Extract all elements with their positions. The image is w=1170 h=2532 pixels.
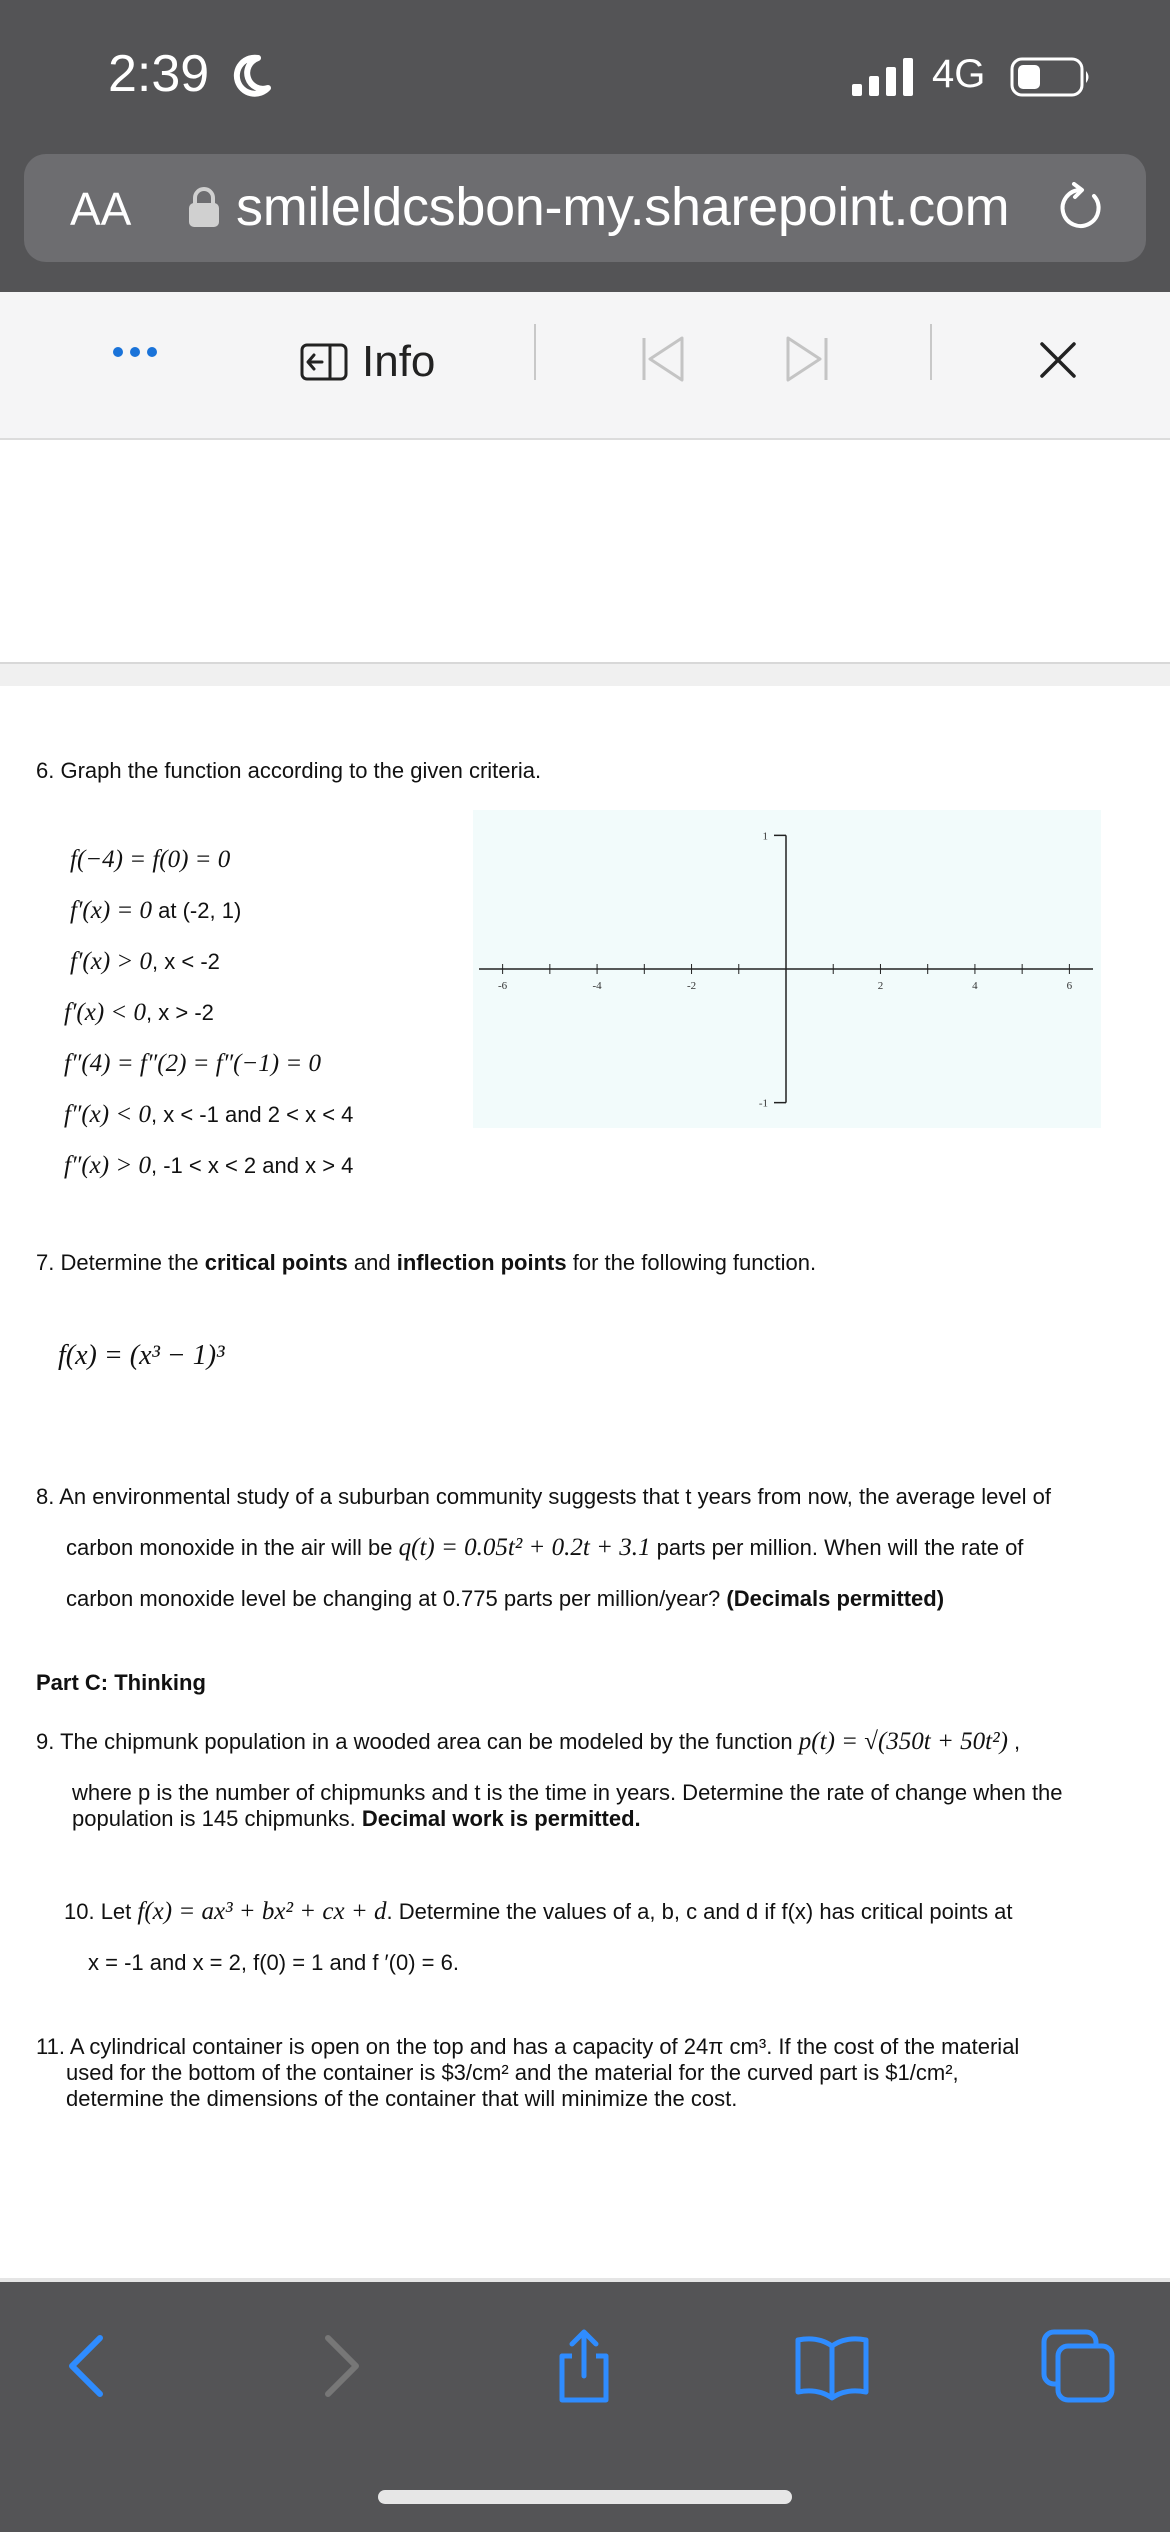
question-9-line-1: 9. The chipmunk population in a wooded area can be modeled by the function p(t) = √(350t + 50t²) , bbox=[36, 1728, 1021, 1755]
question-6: 6. Graph the function according to the given criteria. bbox=[36, 758, 542, 783]
question-10-line-1: 10. Let f(x) = ax³ + bx² + cx + d. Determine the values of a, b, c and d if f(x) has critical points at bbox=[64, 1898, 1013, 1925]
share-icon[interactable] bbox=[546, 2328, 622, 2404]
close-icon[interactable] bbox=[1038, 340, 1078, 380]
browser-chrome bbox=[0, 0, 1170, 292]
question-8-line-3: carbon monoxide level be changing at 0.775 parts per million/year? (Decimals permitted) bbox=[66, 1586, 945, 1611]
forward-icon[interactable] bbox=[302, 2328, 378, 2404]
url-text[interactable]: smileldcsbon-my.sharepoint.com bbox=[236, 177, 1010, 237]
question-9-line-2: where p is the number of chipmunks and t is the time in years. Determine the rate of change when the bbox=[72, 1780, 1063, 1805]
moon-icon bbox=[232, 54, 272, 98]
question-11-line-2: used for the bottom of the container is $3/cm² and the material for the curved part is $1/cm², bbox=[66, 2060, 959, 2085]
x-tick-label: -4 bbox=[592, 980, 602, 992]
bookmarks-icon[interactable] bbox=[794, 2328, 870, 2404]
q7-formula: f(x) = (x³ − 1)³ bbox=[58, 1340, 225, 1371]
question-8-line-2: carbon monoxide in the air will be q(t) = 0.05t² + 0.2t + 3.1 parts per million. When will the rate of bbox=[66, 1534, 1024, 1561]
criterion: f′(x) > 0, x < -2 bbox=[70, 948, 220, 975]
status-time: 2:39 bbox=[108, 45, 210, 103]
reader-options-button[interactable]: AA bbox=[70, 183, 132, 235]
network-type: 4G bbox=[932, 52, 986, 96]
viewer-toolbar bbox=[0, 292, 1170, 440]
document-page bbox=[0, 686, 1170, 2266]
info-button[interactable] bbox=[300, 332, 435, 392]
page-separator bbox=[0, 662, 1170, 686]
battery-icon bbox=[1010, 57, 1092, 97]
criterion: f″(x) > 0, -1 < x < 2 and x > 4 bbox=[64, 1152, 354, 1179]
y-tick-label: 1 bbox=[762, 830, 768, 843]
criterion: f″(x) < 0, x < -1 and 2 < x < 4 bbox=[64, 1101, 354, 1128]
x-tick-label: -6 bbox=[498, 980, 508, 992]
question-8-line-1: 8. An environmental study of a suburban community suggests that t years from now, the average level of bbox=[36, 1484, 1051, 1509]
blank-graph-grid bbox=[473, 810, 1101, 1128]
part-c-heading: Part C: Thinking bbox=[36, 1670, 206, 1695]
back-icon[interactable] bbox=[50, 2328, 126, 2404]
reload-icon[interactable] bbox=[1054, 182, 1106, 234]
last-page-icon[interactable] bbox=[784, 334, 830, 384]
toolbar-divider bbox=[534, 324, 536, 380]
criterion: f(−4) = f(0) = 0 bbox=[70, 846, 231, 873]
first-page-icon[interactable] bbox=[640, 334, 686, 384]
info-panel-icon bbox=[300, 343, 348, 381]
question-11-line-3: determine the dimensions of the container that will minimize the cost. bbox=[66, 2086, 738, 2111]
tabs-icon[interactable] bbox=[1040, 2328, 1116, 2404]
y-tick-label: -1 bbox=[758, 1097, 768, 1110]
address-bar[interactable] bbox=[24, 154, 1146, 262]
cell-signal-icon bbox=[852, 58, 916, 96]
question-7: 7. Determine the critical points and inflection points for the following function. bbox=[36, 1250, 817, 1275]
lock-icon bbox=[188, 186, 220, 228]
x-tick-label: 6 bbox=[1066, 980, 1073, 992]
x-tick-label: 4 bbox=[972, 980, 978, 992]
info-label: Info bbox=[362, 337, 436, 386]
home-indicator bbox=[378, 2490, 792, 2504]
question-11-line-1: 11. A cylindrical container is open on the top and has a capacity of 24π cm³. If the cost of the material bbox=[36, 2034, 1020, 2059]
toolbar-divider bbox=[930, 324, 932, 380]
question-10-line-2: x = -1 and x = 2, f(0) = 1 and f ′(0) = 6. bbox=[88, 1950, 459, 1975]
criterion: f″(4) = f″(2) = f″(−1) = 0 bbox=[64, 1050, 322, 1077]
x-tick-label: -2 bbox=[686, 980, 697, 992]
x-tick-label: 2 bbox=[877, 980, 884, 992]
criterion: f′(x) < 0, x > -2 bbox=[64, 999, 214, 1026]
more-icon[interactable] bbox=[112, 344, 158, 360]
criterion: f′(x) = 0 at (-2, 1) bbox=[70, 897, 242, 924]
question-9-line-3: population is 145 chipmunks. Decimal work is permitted. bbox=[72, 1806, 641, 1831]
